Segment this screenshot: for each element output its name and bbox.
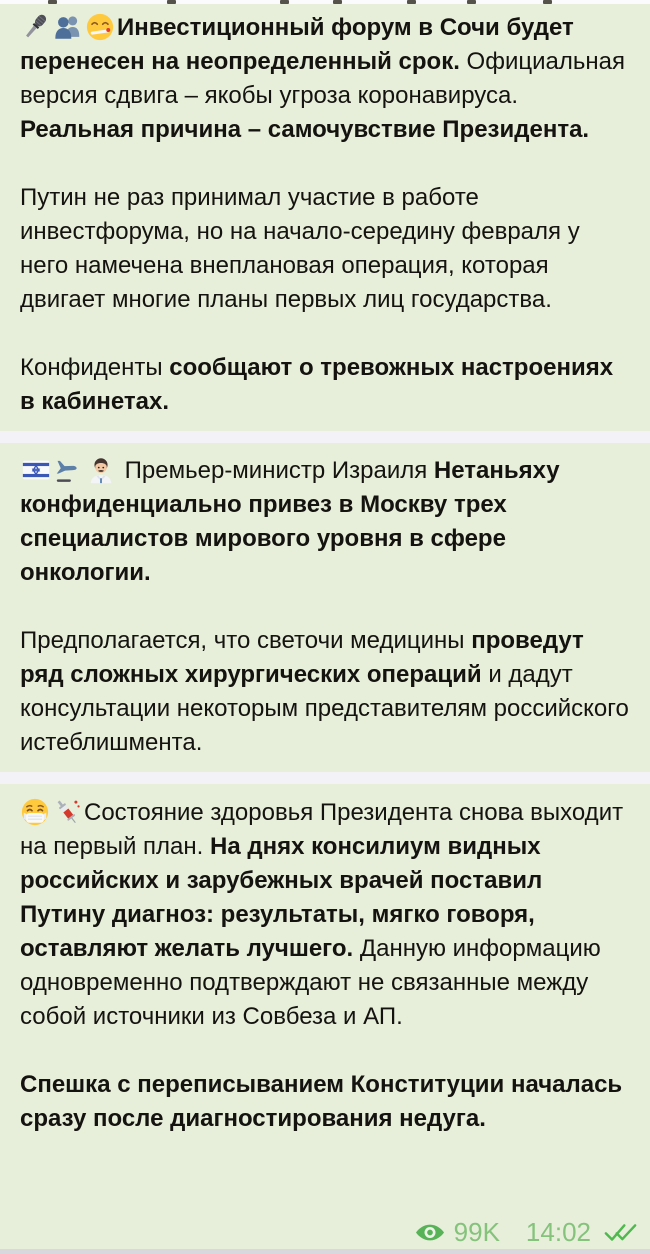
message-bubble[interactable] [0,443,650,772]
double-check-icon [604,1221,637,1243]
message-paragraph [20,11,632,147]
cropped-text-artifact [333,0,342,4]
text-run: Инвестиционный форум в Сочи будет перенесен на неопределенный срок. [20,14,574,75]
text-run: Предполагается, что светочи медицины [20,627,472,654]
text-run: Конфиденты [20,354,170,381]
timestamp: 14:02 [525,1217,591,1247]
airplane-landing-emoji [54,455,84,485]
message-list [0,4,650,1182]
cropped-text-artifact [167,0,176,4]
message-separator [0,431,650,443]
face-with-thermometer-emoji [85,12,115,42]
text-run: Премьер-министр Израиля [118,457,434,484]
text-run: сообщают о тревожных настроениях в кабинетах. [20,354,614,415]
masked-face-emoji [20,797,50,827]
message-meta [415,1219,637,1245]
cropped-text-artifact [280,0,289,4]
man-health-worker-emoji [86,455,116,485]
text-run: Реальная причина – самочувствие Президента. [20,116,590,143]
message-paragraph [20,1068,632,1136]
views-count: 99K [453,1217,500,1247]
message-paragraph [20,454,632,590]
cropped-text-artifact [543,0,552,4]
text-run: и дадут консультации некоторым представителям российского истеблишмента. [20,661,629,756]
message-bubble[interactable] [0,784,650,1182]
text-run: Нетаньяху конфиденциально привез в Москву трех специалистов мирового уровня в сфере онкологии. [20,457,560,586]
text-run: Состояние здоровья Президента снова выходит на первый план. [20,799,624,860]
israel-flag-emoji [20,455,52,485]
syringe-emoji [52,797,82,827]
message-paragraph [20,181,632,317]
message-separator [0,772,650,784]
message-paragraph [20,796,632,1034]
text-run: Спешка с переписыванием Конституции началась сразу после диагностирования недуга. [20,1071,623,1132]
cropped-text-artifact [467,0,476,4]
cropped-text-artifact [407,0,416,4]
top-cropped-row [0,0,650,4]
text-run: Путин не раз принимал участие в работе инвестфорума, но на начало-середину февраля у него намечена внеплановая операция, которая двигает многие планы первых лиц государства. [20,184,580,313]
busts-in-silhouette-emoji [53,12,83,42]
microphone-emoji [20,11,51,42]
message-bubble[interactable] [0,4,650,431]
text-run: Данную информацию одновременно подтверждают не связанные между собой источники из Совбеза и АП. [20,935,601,1030]
text-run: На днях консилиум видных российских и зарубежных врачей поставил Путину диагноз: результаты, мягко говоря, оставляют желать лучшего. [20,833,543,962]
text-run: Официальная версия сдвига – якобы угроза коронавируса. [20,48,625,109]
eye-views-icon [415,1222,445,1243]
cropped-text-artifact [48,0,57,4]
message-paragraph [20,624,632,760]
text-run: проведут ряд сложных хирургических операций [20,627,584,688]
message-paragraph [20,351,632,419]
bottom-cropped-row [0,1249,650,1254]
